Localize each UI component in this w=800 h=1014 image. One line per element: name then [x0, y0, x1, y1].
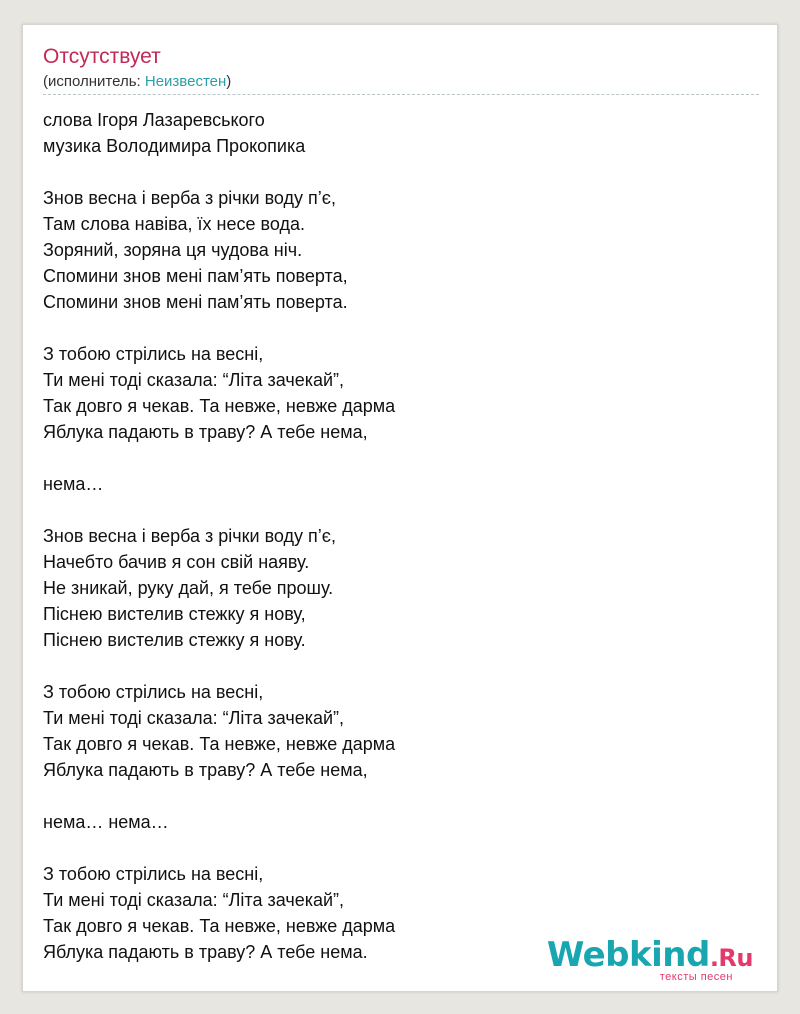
lyric-line: Так довго я чекав. Та невже, невже дарма: [43, 396, 396, 416]
lyric-line: Знов весна і верба з річки воду п’є,: [43, 188, 336, 208]
lyric-line: [43, 653, 743, 679]
lyric-line: З тобою стрілись на весні,: [43, 344, 264, 364]
lyric-line: Зоряний, зоряна ця чудова ніч.: [43, 240, 303, 260]
lyric-line: Яблука падають в траву? А тебе нема,: [43, 760, 368, 780]
lyric-line: [43, 497, 743, 523]
logo-tagline: тексты песен: [659, 971, 733, 983]
lyric-line: [43, 835, 743, 861]
lyric-line: Ти мені тоді сказала: “Літа зачекай”,: [43, 708, 345, 728]
lyric-line: Там слова навіва, їх несе вода.: [43, 214, 306, 234]
lyric-line: Ти мені тоді сказала: “Літа зачекай”,: [43, 890, 345, 910]
lyric-line: Не зникай, руку дай, я тебе прошу.: [43, 578, 334, 598]
lyric-line: Так довго я чекав. Та невже, невже дарма: [43, 916, 396, 936]
lyrics-text: [43, 107, 743, 965]
lyric-line: нема…: [43, 474, 104, 494]
lyric-line: Піснею вистелив стежку я нову,: [43, 604, 306, 624]
artist-line: [43, 73, 231, 91]
lyric-line: З тобою стрілись на весні,: [43, 864, 264, 884]
lyric-line: слова Ігоря Лазаревського: [43, 110, 265, 130]
header-divider: [43, 94, 759, 95]
lyric-line: Начебто бачив я сон свій наяву.: [43, 552, 310, 572]
lyric-line: музика Володимира Прокопика: [43, 136, 306, 156]
lyric-line: Яблука падають в траву? А тебе нема.: [43, 942, 368, 962]
lyric-line: Яблука падають в траву? А тебе нема,: [43, 422, 368, 442]
song-title: Отсутствует: [43, 45, 161, 68]
lyric-line: Знов весна і верба з річки воду п’є,: [43, 526, 336, 546]
lyric-line: [43, 445, 743, 471]
site-logo[interactable]: [546, 935, 753, 983]
logo-wordmark: Webkind.Ru: [546, 935, 753, 975]
lyric-line: Спомини знов мені пам’ять поверта,: [43, 266, 348, 286]
lyric-line: З тобою стрілись на весні,: [43, 682, 264, 702]
lyric-line: [43, 315, 743, 341]
artist-prefix: (исполнитель:: [43, 73, 145, 90]
lyric-line: [43, 783, 743, 809]
lyric-line: [43, 159, 743, 185]
artist-link[interactable]: Неизвестен: [144, 73, 227, 90]
lyric-line: нема… нема…: [43, 812, 169, 832]
lyric-line: Ти мені тоді сказала: “Літа зачекай”,: [43, 370, 345, 390]
lyric-line: Спомини знов мені пам’ять поверта.: [43, 292, 348, 312]
lyric-line: Піснею вистелив стежку я нову.: [43, 630, 306, 650]
lyrics-sheet: [22, 24, 778, 992]
artist-suffix: ): [226, 73, 232, 90]
lyric-line: Так довго я чекав. Та невже, невже дарма: [43, 734, 396, 754]
